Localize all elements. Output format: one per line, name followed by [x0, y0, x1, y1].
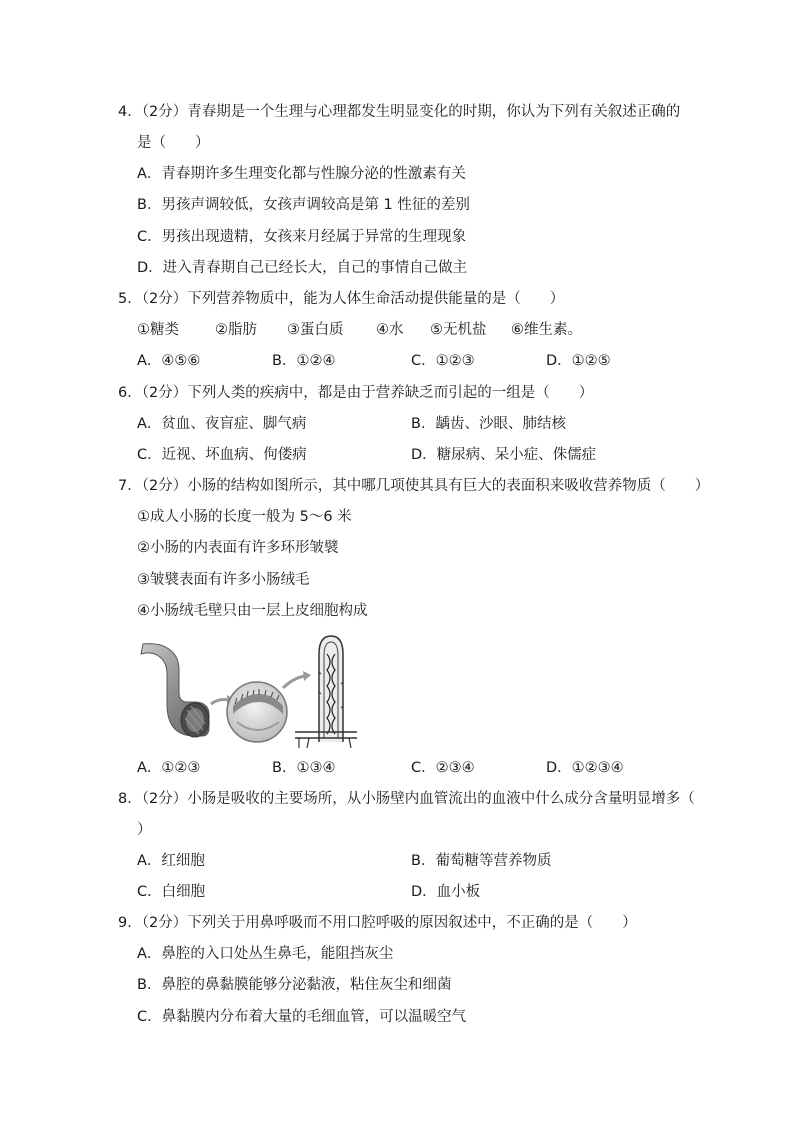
question-5-item: ⑤无机盐 — [430, 322, 487, 338]
question-8-stem: 8．（2分）小肠是吸收的主要场所，从小肠壁内血管流出的血液中什么成分含量明显增多（ — [118, 791, 695, 807]
arrow-2 — [283, 676, 305, 688]
question-4-option-c: C．男孩出现遗精，女孩来月经属于异常的生理现象 — [137, 229, 467, 245]
small-intestine-figure — [137, 634, 357, 748]
question-8-option-d: D．血小板 — [411, 884, 481, 900]
question-6-stem: 6．（2分）下列人类的疾病中，都是由于营养缺乏而引起的一组是（ ） — [118, 385, 594, 401]
question-7-stem: 7．（2分）小肠的结构如图所示，其中哪几项使其具有巨大的表面积来吸收营养物质（ ） — [118, 478, 710, 494]
question-8-option-c: C．白细胞 — [137, 884, 206, 900]
question-6-option-b: B．龋齿、沙眼、肺结核 — [411, 416, 566, 432]
question-7-statement-3: ③皱襞表面有许多小肠绒毛 — [137, 572, 310, 588]
question-4-option-b: B．男孩声调较低，女孩声调较高是第 1 性征的差别 — [137, 197, 470, 213]
question-5-option-a: A．④⑤⑥ — [137, 353, 201, 369]
question-7-statement-1: ①成人小肠的长度一般为 5～6 米 — [137, 509, 352, 525]
question-6-option-c: C．近视、坏血病、佝偻病 — [137, 447, 307, 463]
question-4-option-d: D．进入青春期自己已经长大，自己的事情自己做主 — [137, 260, 468, 276]
magnified-fold-image — [227, 682, 287, 742]
question-5-item: ⑥维生素。 — [511, 322, 582, 338]
question-9-option-b: B．鼻腔的鼻黏膜能够分泌黏液，粘住灰尘和细菌 — [137, 977, 452, 993]
question-6-option-d: D．糖尿病、呆小症、侏儒症 — [411, 447, 597, 463]
question-6-option-a: A．贫血、夜盲症、脚气病 — [137, 416, 307, 432]
question-7-option-a: A．①②③ — [137, 760, 201, 776]
question-5-option-b: B．①②④ — [272, 353, 336, 369]
question-7-statement-2: ②小肠的内表面有许多环形皱襞 — [137, 540, 339, 556]
question-5-item: ③蛋白质 — [287, 322, 344, 338]
question-7-option-d: D．①②③④ — [546, 760, 624, 776]
question-8-option-a: A．红细胞 — [137, 853, 205, 869]
question-9-stem: 9．（2分）下列关于用鼻呼吸而不用口腔呼吸的原因叙述中，不正确的是（ ） — [118, 915, 637, 931]
question-5-option-c: C．①②③ — [411, 353, 475, 369]
arrow-1 — [211, 700, 229, 705]
question-4-stem-continued: 是（ ） — [137, 135, 210, 151]
question-8-option-b: B．葡萄糖等营养物质 — [411, 853, 552, 869]
question-9-option-a: A．鼻腔的入口处丛生鼻毛，能阻挡灰尘 — [137, 946, 394, 962]
question-7-statement-4: ④小肠绒毛壁只由一层上皮细胞构成 — [137, 603, 368, 619]
villus-image — [295, 636, 357, 748]
question-8-stem-continued: ） — [137, 822, 152, 838]
question-5-item: ④水 — [376, 322, 404, 338]
intestine-tube-image — [141, 644, 209, 737]
question-5-item: ①糖类 — [137, 322, 179, 338]
question-4-stem: 4．（2分）青春期是一个生理与心理都发生明显变化的时期，你认为下列有关叙述正确的 — [118, 104, 681, 120]
question-7-option-c: C．②③④ — [411, 760, 475, 776]
question-4-option-a: A．青春期许多生理变化都与性腺分泌的性激素有关 — [137, 166, 466, 182]
question-5-stem: 5．（2分）下列营养物质中，能为人体生命活动提供能量的是（ ） — [118, 291, 565, 307]
question-7-option-b: B．①③④ — [272, 760, 336, 776]
question-5-option-d: D．①②⑤ — [546, 353, 611, 369]
question-9-option-c: C．鼻黏膜内分布着大量的毛细血管，可以温暖空气 — [137, 1009, 467, 1025]
question-5-item: ②脂肪 — [215, 322, 257, 338]
